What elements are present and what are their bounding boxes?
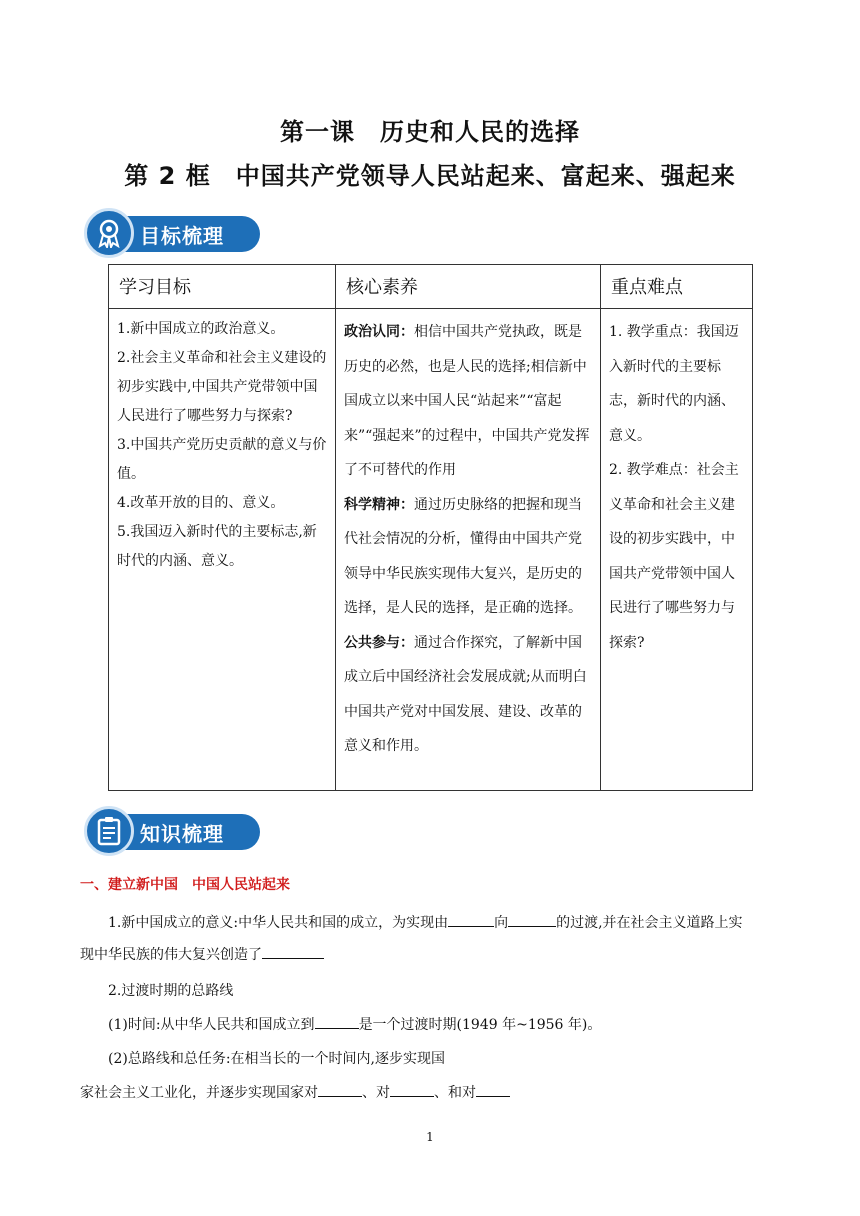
goals-banner [84, 208, 260, 258]
literacy-item: 政治认同：相信中国共产党执政，既是历史的必然，也是人民的选择;相信新中国成立以来中国人民“站起来”“富起来”“强起来”的过程中，中国共产党发挥了不可替代的作用 [344, 324, 590, 478]
header-key-points: 重点难点 [601, 265, 753, 309]
award-icon [95, 218, 123, 248]
key-point-item: 2. 教学难点：社会主义革命和社会主义建设的初步实践中，中国共产党带领中国人民进行了哪些努力与探索? [609, 462, 739, 651]
goals-table [108, 264, 753, 791]
paragraph-4: (2)总路线和总任务:在相当长的一个时间内,逐步实现国 [108, 1051, 445, 1067]
paragraph-5: 家社会主义工业化，并逐步实现国家对 、对 、和对 [80, 1082, 786, 1102]
key-point-item: 1. 教学重点：我国迈入新时代的主要标志，新时代的内涵、意义。 [609, 324, 739, 444]
paragraph-3: (1)时间:从中华人民共和国成立到 是一个过渡时期(1949 年~1956 年)。 [80, 1014, 814, 1034]
literacy-item: 公共参与：通过合作探究，了解新中国成立后中国经济社会发展成就;从而明白中国共产党对中国发展、建设、改革的意义和作用。 [344, 634, 587, 754]
paragraph-1-cont: 现中华民族的伟大复兴创造了 [80, 944, 786, 964]
lesson-title: 第一课 历史和人民的选择 [280, 118, 580, 146]
fill-blank[interactable] [390, 1082, 434, 1097]
goal-item: 4.改革开放的目的、意义。 [117, 495, 285, 511]
goal-item: 5.我国迈入新时代的主要标志,新时代的内涵、意义。 [117, 524, 317, 569]
goals-banner-label: 目标梳理 [140, 224, 224, 248]
learning-goals-cell [109, 309, 336, 791]
fill-blank[interactable] [262, 944, 324, 959]
header-core-literacy: 核心素养 [336, 265, 601, 309]
fill-blank[interactable] [315, 1014, 359, 1029]
section-heading: 一、建立新中国 中国人民站起来 [80, 877, 290, 893]
header-learning-goals: 学习目标 [109, 265, 336, 309]
literacy-item: 科学精神：通过历史脉络的把握和现当代社会情况的分析，懂得由中国共产党领导中华民族实现伟大复兴，是历史的选择，是人民的选择，是正确的选择。 [344, 496, 582, 616]
paragraph-2: 2.过渡时期的总路线 [108, 983, 234, 999]
fill-blank[interactable] [508, 912, 556, 927]
fill-blank[interactable] [476, 1082, 510, 1097]
knowledge-banner [84, 806, 260, 856]
clipboard-icon [95, 816, 123, 846]
paragraph-1: 1.新中国成立的意义:中华人民共和国的成立，为实现由 向 的过渡,并在社会主义道路上实 [80, 912, 814, 932]
fill-blank[interactable] [318, 1082, 362, 1097]
goal-item: 1.新中国成立的政治意义。 [117, 321, 285, 337]
key-points-cell [601, 309, 753, 791]
goal-item: 3.中国共产党历史贡献的意义与价值。 [117, 437, 327, 482]
goal-item: 2.社会主义革命和社会主义建设的初步实践中,中国共产党带领中国人民进行了哪些努力与探索? [117, 350, 327, 424]
core-literacy-cell [336, 309, 601, 791]
section-title: 第 2 框 中国共产党领导人民站起来、富起来、强起来 [124, 162, 736, 190]
page-number: 1 [426, 1130, 434, 1144]
knowledge-banner-label: 知识梳理 [140, 822, 224, 846]
fill-blank[interactable] [448, 912, 494, 927]
